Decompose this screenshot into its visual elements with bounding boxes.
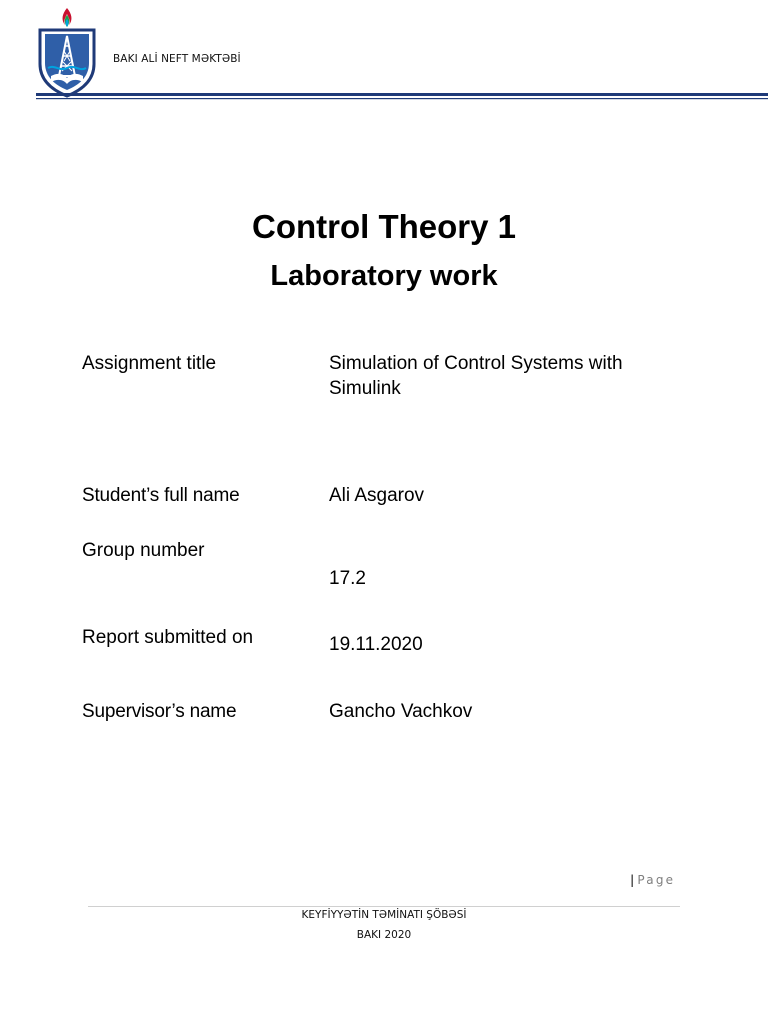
student-name-label: Student’s full name — [82, 485, 240, 506]
header-divider — [36, 92, 768, 102]
school-shield-logo-icon — [34, 6, 100, 102]
assignment-title-value-line1: Simulation of Control Systems with — [329, 353, 623, 374]
page-marker-bar: | — [630, 873, 635, 887]
footer-city-year: BAKI 2020 — [356, 929, 412, 941]
group-number-label: Group number — [82, 540, 205, 561]
report-submitted-value: 19.11.2020 — [329, 634, 423, 655]
supervisor-name-value: Gancho Vachkov — [329, 701, 473, 722]
supervisor-name-label: Supervisor’s name — [82, 701, 237, 722]
student-name-value: Ali Asgarov — [329, 485, 425, 506]
assignment-title-value-line2: Simulink — [329, 378, 401, 399]
school-name: BAKI ALİ NEFT MƏKTƏBİ — [113, 53, 241, 65]
page-number-marker — [630, 873, 675, 887]
page-subtitle: Laboratory work — [270, 260, 498, 292]
footer-department: KEYFİYYƏTİN TƏMİNATI ŞÖBƏSİ — [301, 909, 467, 921]
page-title: Control Theory 1 — [251, 208, 517, 245]
report-submitted-label: Report submitted on — [82, 627, 254, 648]
footer-divider — [88, 906, 680, 907]
page-marker-label: Page — [637, 873, 676, 887]
group-number-value: 17.2 — [329, 568, 366, 589]
assignment-title-label: Assignment title — [82, 353, 217, 374]
